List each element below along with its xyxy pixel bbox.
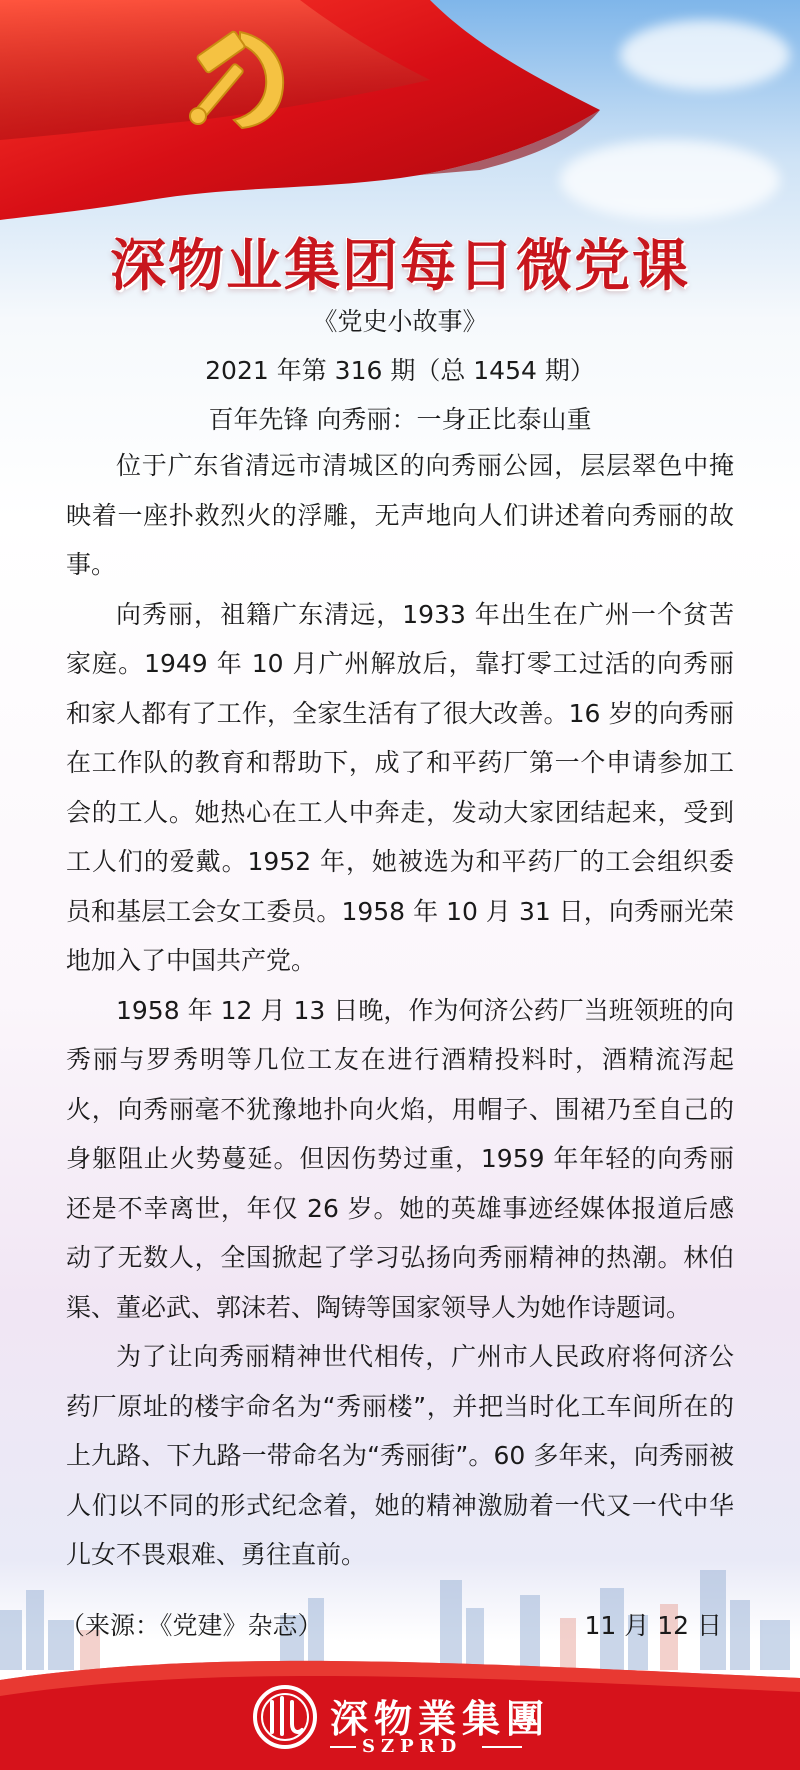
article-source: （来源：《党建》杂志） [60,1611,323,1640]
issue-number: 2021 年第 316 期（总 1454 期） [205,356,595,385]
article-paragraph: 1958 年 12 月 13 日晚，作为何济公药厂当班领班的向秀丽与罗秀明等几位工友在进行酒精投料时，酒精流泻起火，向秀丽毫不犹豫地扑向火焰，用帽子、围裙乃至自己的身躯阻止火势蔓延。但因伤势过重，1959 年年轻的向秀丽还是不幸离世，年仅 26 岁。她的英雄事迹经媒体报道后感动了无数人，全国掀起了学习弘扬向秀丽精神的热潮。林伯渠、董必武、郭沫若、陶铸等国家领导人为她作诗题词。 [66,995,734,1322]
article-body [66,441,734,1580]
publish-date: 11 月 12 日 [584,1611,722,1640]
article-paragraph: 向秀丽，祖籍广东清远，1933 年出生在广州一个贫苦家庭。1949 年 10 月广州解放后，靠打零工过活的向秀丽和家人都有了工作，全家生活有了很大改善。16 岁的向秀丽在工作队的教育和帮助下，成了和平药厂第一个申请参加工会的工人。她热心在工人中奔走，发动大家团结起来，受到工人们的爱戴。1952 年，她被选为和平药厂的工会组织委员和基层工会女工委员。1958 年 10 月 31 日，向秀丽光荣地加入了中国共产党。 [66,599,734,975]
article-paragraph: 位于广东省清远市清城区的向秀丽公园，层层翠色中掩映着一座扑救烈火的浮雕，无声地向人们讲述着向秀丽的故事。 [66,451,734,579]
article-paragraph: 为了让向秀丽精神世代相传，广州市人民政府将何济公药厂原址的楼宇命名为“秀丽楼”，并把当时化工车间所在的上九路、下九路一带命名为“秀丽街”。60 多年来，向秀丽被人们以不同的形式纪念着，她的精神激励着一代又一代中华儿女不畏艰难、勇往直前。 [66,1342,734,1569]
brand-name: 深物業集團 [330,1696,551,1741]
brand-english-name: SZPRD [362,1736,463,1757]
szprd-logo-icon [252,1684,318,1750]
hammer-sickle-icon [168,24,300,132]
article-topic: 百年先锋 向秀丽：一身正比泰山重 [208,405,592,434]
cloud-decoration [620,20,790,90]
divider [330,1746,356,1748]
series-name: 《党史小故事》 [312,307,488,336]
page-title: 深物业集团每日微党课 [110,233,690,299]
cloud-decoration [560,140,780,220]
divider [482,1746,522,1748]
